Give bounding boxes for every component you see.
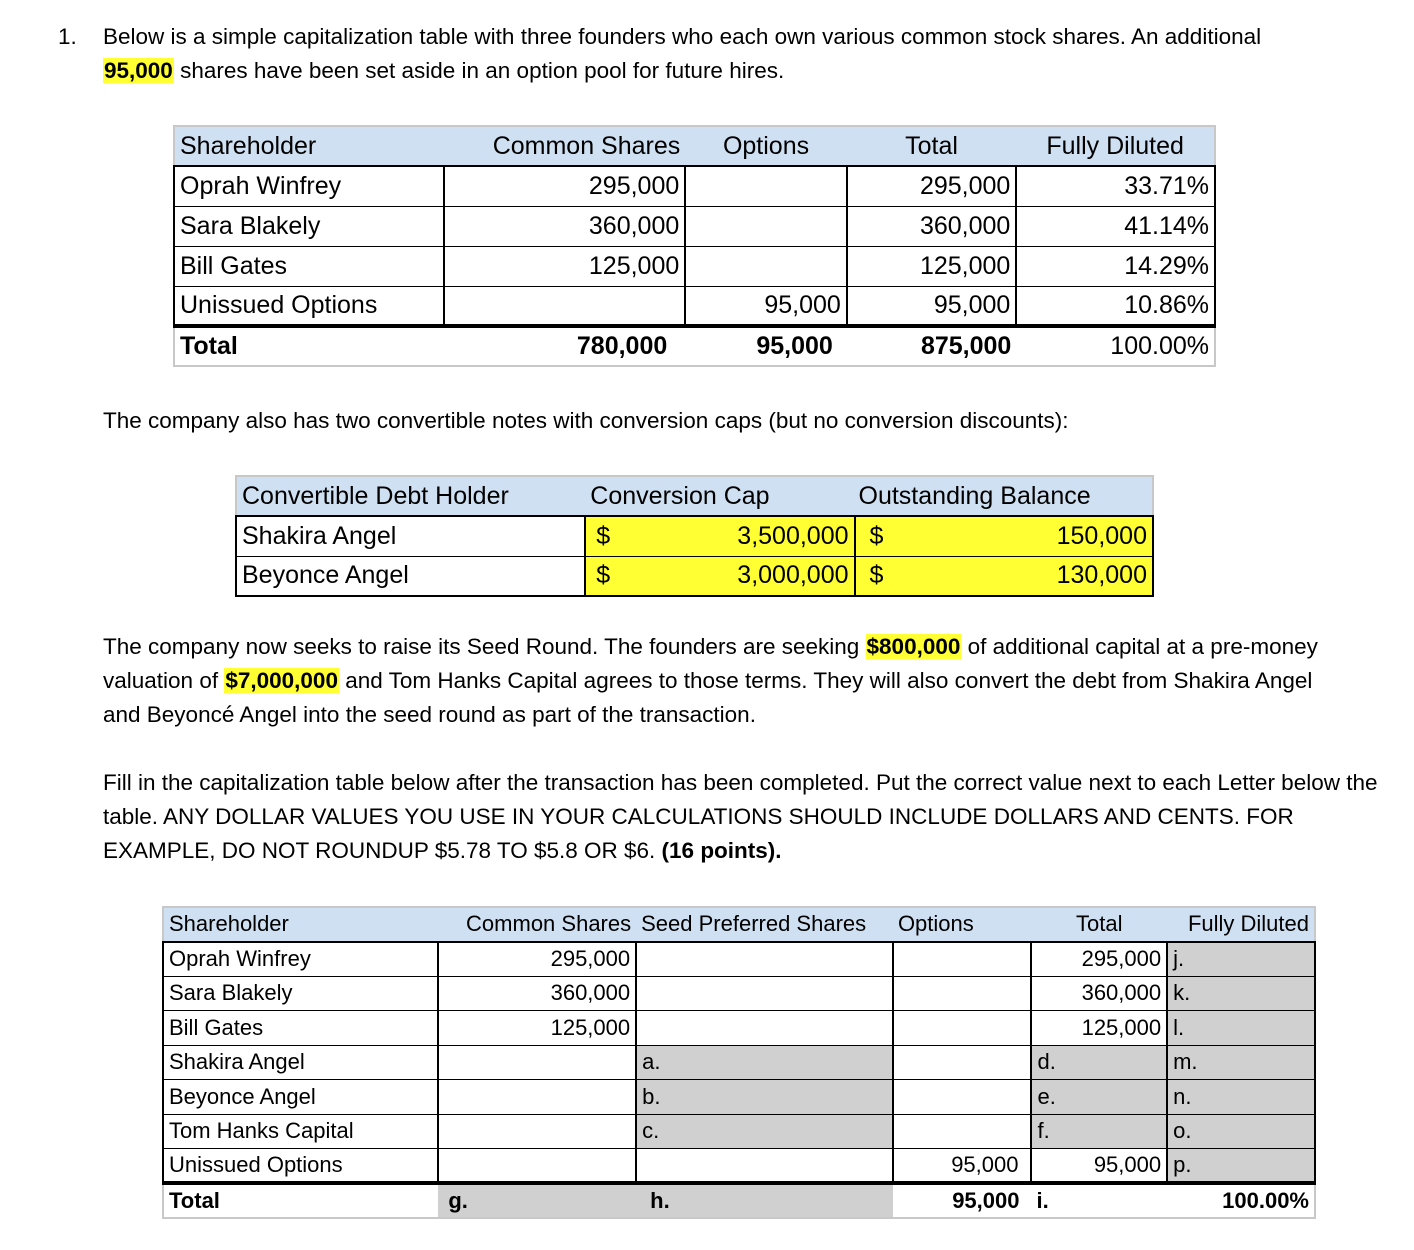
shareholder-name: Beyonce Angel <box>163 1080 438 1115</box>
total-answer[interactable]: f. <box>1031 1114 1167 1149</box>
options <box>685 246 847 286</box>
intro-text: Below is a simple capitalization table with three founders who each own various common stock shares. An additional <box>103 24 1262 49</box>
common-shares <box>438 1080 636 1115</box>
total-options: 95,000 <box>685 326 847 366</box>
common-shares: 125,000 <box>444 246 686 286</box>
shareholder-name: Bill Gates <box>174 246 444 286</box>
total: 125,000 <box>1031 1011 1167 1046</box>
table-row <box>163 976 1315 1011</box>
options: 95,000 <box>893 1149 1032 1184</box>
options <box>685 206 847 246</box>
fully-diluted-answer[interactable]: m. <box>1167 1045 1315 1080</box>
fully-diluted: 33.71% <box>1016 166 1215 206</box>
common-shares: 125,000 <box>438 1011 636 1046</box>
total-total-answer[interactable]: i. <box>1031 1183 1167 1218</box>
table-row <box>163 1149 1315 1184</box>
common-shares <box>438 1114 636 1149</box>
cap-dollar-sign: $ <box>585 516 619 556</box>
total: 125,000 <box>847 246 1017 286</box>
table-row <box>174 286 1215 326</box>
debt-holder-name: Beyonce Angel <box>236 556 585 596</box>
intro-text-end: shares have been set aside in an option pool for future hires. <box>173 58 785 83</box>
total: 95,000 <box>1031 1149 1167 1184</box>
fully-diluted-answer[interactable]: k. <box>1167 976 1315 1011</box>
total-row <box>174 326 1215 366</box>
header-common: Common Shares <box>444 126 686 166</box>
shareholder-name: Oprah Winfrey <box>163 942 438 977</box>
total-label: Total <box>174 326 444 366</box>
total-options: 95,000 <box>893 1183 1032 1218</box>
common-shares <box>438 1149 636 1184</box>
shareholder-name: Sara Blakely <box>163 976 438 1011</box>
fully-diluted: 10.86% <box>1016 286 1215 326</box>
table-row <box>163 1114 1315 1149</box>
header-shareholder: Shareholder <box>174 126 444 166</box>
seed-preferred <box>636 1011 893 1046</box>
total: 360,000 <box>847 206 1017 246</box>
notes-table-header <box>236 476 1153 516</box>
shareholder-name: Unissued Options <box>163 1149 438 1184</box>
header-seed-preferred: Seed Preferred Shares <box>636 907 893 942</box>
total-common: 780,000 <box>444 326 686 366</box>
table-row <box>174 166 1215 206</box>
fully-diluted-answer[interactable]: p. <box>1167 1149 1315 1184</box>
seed-preferred <box>636 976 893 1011</box>
fully-diluted-answer[interactable]: o. <box>1167 1114 1315 1149</box>
fully-diluted-answer[interactable]: j. <box>1167 942 1315 977</box>
table-row <box>174 206 1215 246</box>
question-number: 1. <box>58 24 77 49</box>
common-shares: 295,000 <box>438 942 636 977</box>
table-row <box>236 556 1153 596</box>
header-fully-diluted: Fully Diluted <box>1016 126 1215 166</box>
shareholder-name: Sara Blakely <box>174 206 444 246</box>
seed-text-3: and Tom Hanks Capital agrees to those terms. They will also convert the debt from Shakira Angel and Beyoncé Angel into the seed round as part of the transaction. <box>103 668 1313 727</box>
total-row <box>163 1183 1315 1218</box>
table-row <box>236 516 1153 556</box>
seed-text-2: of additional capital at a pre-money valuation of <box>103 634 1318 693</box>
balance-dollar-sign: $ <box>855 556 889 596</box>
table-row <box>174 246 1215 286</box>
table-row <box>163 1045 1315 1080</box>
table-row <box>163 1080 1315 1115</box>
shareholder-name: Oprah Winfrey <box>174 166 444 206</box>
fully-diluted-answer[interactable]: l. <box>1167 1011 1315 1046</box>
seed-highlight-capital: $800,000 <box>866 634 961 659</box>
header-conversion-cap: Conversion Cap <box>585 476 854 516</box>
options <box>893 942 1032 977</box>
seed-text-1: The company now seeks to raise its Seed Round. The founders are seeking <box>103 634 866 659</box>
options: 95,000 <box>764 290 841 319</box>
conversion-cap: 3,000,000 <box>619 556 854 596</box>
options <box>893 976 1032 1011</box>
seed-preferred <box>636 942 893 977</box>
seed-highlight-valuation: $7,000,000 <box>225 668 338 693</box>
header-total: Total <box>1031 907 1167 942</box>
options <box>893 1045 1032 1080</box>
header-fully-diluted: Fully Diluted <box>1167 907 1315 942</box>
table-row <box>163 942 1315 977</box>
total-label: Total <box>163 1183 438 1218</box>
header-shareholder: Shareholder <box>163 907 438 942</box>
header-options: Options <box>893 907 1032 942</box>
balance-dollar-sign: $ <box>855 516 889 556</box>
total: 295,000 <box>1031 942 1167 977</box>
total: 95,000 <box>847 286 1017 326</box>
shareholder-name: Bill Gates <box>163 1011 438 1046</box>
fully-diluted: 41.14% <box>1016 206 1215 246</box>
cap-table-header <box>174 126 1215 166</box>
seed-paragraph <box>103 630 1353 732</box>
seed-preferred-answer[interactable]: a. <box>636 1045 893 1080</box>
seed-cap-table <box>162 906 1316 1219</box>
seed-preferred <box>636 1149 893 1184</box>
seed-preferred-answer[interactable]: b. <box>636 1080 893 1115</box>
total-answer[interactable]: e. <box>1031 1080 1167 1115</box>
options <box>893 1080 1032 1115</box>
points-label: (16 points). <box>661 838 782 863</box>
outstanding-balance: 130,000 <box>889 556 1154 596</box>
intro-highlight: 95,000 <box>104 58 173 83</box>
shareholder-name: Unissued Options <box>174 286 444 326</box>
debt-holder-name: Shakira Angel <box>236 516 585 556</box>
header-options: Options <box>685 126 847 166</box>
cap-dollar-sign: $ <box>585 556 619 596</box>
options <box>685 166 847 206</box>
total-common-answer[interactable]: g. <box>438 1183 636 1218</box>
common-shares <box>444 286 686 326</box>
total-seed-answer[interactable]: h. <box>636 1183 893 1218</box>
total-total: 875,000 <box>847 326 1017 366</box>
common-shares: 295,000 <box>444 166 686 206</box>
total-answer[interactable]: d. <box>1031 1045 1167 1080</box>
total: 295,000 <box>847 166 1017 206</box>
table-row <box>163 1011 1315 1046</box>
fully-diluted: 14.29% <box>1016 246 1215 286</box>
fully-diluted-answer[interactable]: n. <box>1167 1080 1315 1115</box>
header-outstanding-balance: Outstanding Balance <box>855 476 1153 516</box>
outstanding-balance: 150,000 <box>889 516 1154 556</box>
seed-table-header <box>163 907 1315 942</box>
conversion-cap: 3,500,000 <box>619 516 854 556</box>
total: 360,000 <box>1031 976 1167 1011</box>
common-shares: 360,000 <box>444 206 686 246</box>
notes-table <box>235 475 1154 597</box>
fill-instructions <box>103 766 1393 868</box>
shareholder-name: Tom Hanks Capital <box>163 1114 438 1149</box>
total-fully-diluted: 100.00% <box>1016 326 1215 366</box>
options <box>893 1114 1032 1149</box>
shareholder-name: Shakira Angel <box>163 1045 438 1080</box>
header-debt-holder: Convertible Debt Holder <box>236 476 585 516</box>
common-shares <box>438 1045 636 1080</box>
options <box>893 1011 1032 1046</box>
notes-intro: The company also has two convertible notes with conversion caps (but no conversion discounts): <box>103 408 1069 433</box>
intro-paragraph <box>103 20 1323 88</box>
common-shares: 360,000 <box>438 976 636 1011</box>
cap-table <box>173 125 1216 367</box>
header-total: Total <box>847 126 1017 166</box>
total-fully-diluted: 100.00% <box>1167 1183 1315 1218</box>
seed-preferred-answer[interactable]: c. <box>636 1114 893 1149</box>
header-common: Common Shares <box>438 907 636 942</box>
fill-text: Fill in the capitalization table below after the transaction has been completed. Put the correct value next to each Letter below the table. ANY DOLLAR VALUES YOU USE IN YOUR CALCULATIONS SHOULD INCLUDE DOLLARS AND CENTS. FOR EXAMPLE, DO NOT ROUNDUP $5.78 TO $5.8 OR $6. <box>103 770 1378 863</box>
